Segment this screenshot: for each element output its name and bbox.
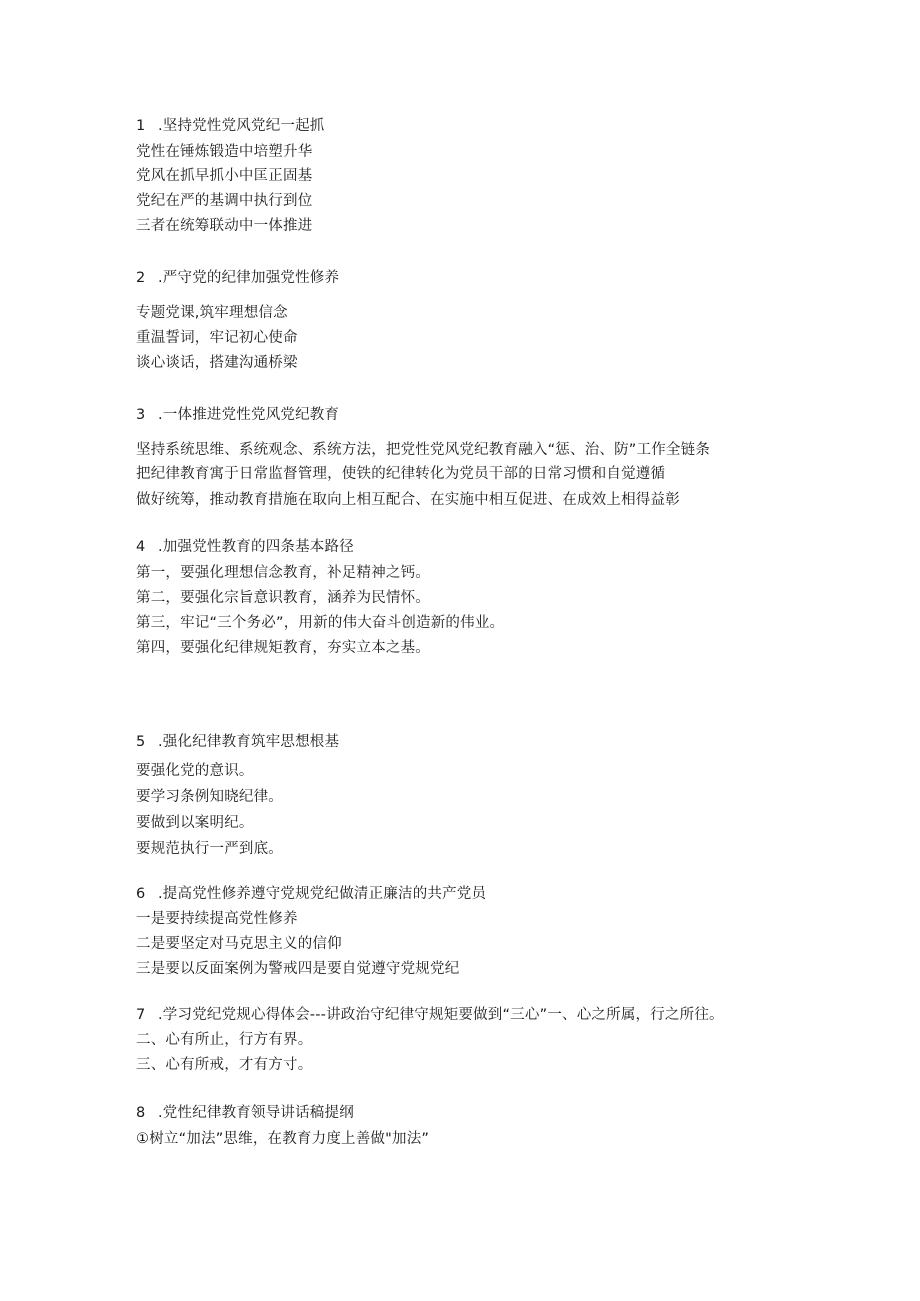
section-2-heading [136,268,339,288]
section-7-line-1: 二、心有所止，行方有界。 [136,1032,313,1048]
section-number: 7 [136,1007,146,1023]
section-title: .一体推进党性党风党纪教育 [158,407,340,423]
section-5-line-3: 要做到以案明纪。 [136,815,254,831]
section-title: .学习党纪党规心得体会---讲政治守纪律守规矩要做到“三心”一、心之所属，行之所往。 [158,1007,724,1023]
section-4-line-3: 第三，牢记“三个务必”，用新的伟大奋斗创造新的伟业。 [136,615,505,631]
section-6-line-3: 三是要以反面案例为警戒四是要自觉遵守党规党纪 [136,961,460,977]
section-3-line-3: 做好统筹，推动教育措施在取向上相互配合、在实施中相互促进、在成效上相得益彰 [136,492,680,508]
section-number: 3 [136,407,146,423]
section-number: 5 [136,734,146,750]
section-1-line-2: 党风在抓早抓小中匡正固基 [136,168,313,184]
section-6-heading [136,884,486,904]
section-number: 6 [136,886,146,902]
section-8-heading [136,1103,354,1123]
section-8-line-1: ①树立“加法”思维，在教育力度上善做"加法” [136,1131,430,1147]
section-3-line-1: 坚持系统思维、系统观念、系统方法，把党性党风党纪教育融入“惩、治、防”工作全链条 [136,442,711,458]
section-title: .提高党性修养遵守党规党纪做清正廉洁的共产党员 [158,886,487,902]
section-title: .党性纪律教育领导讲话稿提纲 [158,1105,354,1121]
section-7-heading [136,1005,724,1025]
section-6-line-2: 二是要坚定对马克思主义的信仰 [136,936,342,952]
section-title: .加强党性教育的四条基本路径 [158,539,354,555]
section-1-line-4: 三者在统筹联动中一体推进 [136,218,313,234]
section-4-heading [136,537,354,557]
section-1-line-1: 党性在锤炼锻造中培塑升华 [136,144,313,160]
section-6-line-1: 一是要持续提高党性修养 [136,911,298,927]
section-number: 8 [136,1105,146,1121]
section-number: 1 [136,118,146,134]
section-3-heading [136,405,339,425]
section-3-line-2: 把纪律教育寓于日常监督管理，使铁的纪律转化为党员干部的日常习惯和自觉遵循 [136,466,666,482]
section-1-line-3: 党纪在严的基调中执行到位 [136,193,313,209]
section-5-line-1: 要强化党的意识。 [136,763,254,779]
section-2-line-3: 谈心谈话，搭建沟通桥梁 [136,355,298,371]
section-5-heading [136,732,339,752]
section-5-line-2: 要学习条例知晓纪律。 [136,789,283,805]
section-4-line-2: 第二，要强化宗旨意识教育，涵养为民情怀。 [136,590,430,606]
section-number: 4 [136,539,146,555]
section-title: .严守党的纪律加强党性修养 [158,270,340,286]
section-1-heading [136,116,325,136]
section-2-line-2: 重温誓词，牢记初心使命 [136,330,298,346]
section-5-line-4: 要规范执行一严到底。 [136,841,283,857]
section-4-line-4: 第四，要强化纪律规矩教育，夯实立本之基。 [136,640,430,656]
section-2-line-1: 专题党课,筑牢理想信念 [136,305,288,321]
section-4-line-1: 第一，要强化理想信念教育，补足精神之钙。 [136,565,430,581]
section-7-line-2: 三、心有所戒，才有方寸。 [136,1057,313,1073]
section-title: .强化纪律教育筑牢思想根基 [158,734,340,750]
section-number: 2 [136,270,146,286]
section-title: .坚持党性党风党纪一起抓 [158,118,325,134]
